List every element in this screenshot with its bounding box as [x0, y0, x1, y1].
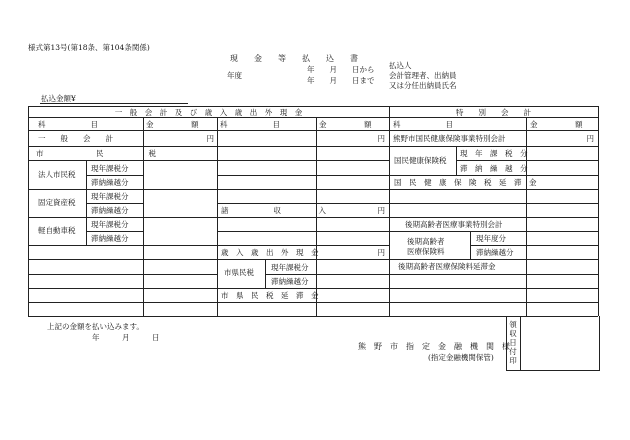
document-title: 現 金 等 払 込 書 [230, 54, 358, 63]
bank-name: 熊 野 市 指 定 金 融 機 関 様 [358, 342, 510, 351]
col-subject-right: 科 目 [393, 120, 453, 129]
kokuho-jigyo-label: 熊野市国民健康保険事業特別会計 [393, 134, 506, 143]
footer-note: 上記の金額を払い込みます。 [47, 322, 144, 331]
col-subject-middle: 科 目 [220, 120, 280, 129]
yen-unit-left: 円 [206, 134, 214, 143]
payer-role-label: 会計管理者、出納員 [389, 71, 457, 80]
amount-underline [40, 103, 188, 104]
shoshunyu-label: 諸 収 入 [221, 206, 326, 215]
kokuho-genen-label: 現 年 課 税 分 [460, 149, 528, 158]
col-subject-left: 科 目 [38, 120, 98, 129]
shikenmin-genen-label: 現年課税分 [271, 263, 309, 272]
shikenminzei-label: 市県民税 [224, 268, 254, 277]
koki-hokenryo-label-2: 医療保険料 [407, 247, 445, 256]
shiminzei-label: 市 民 税 [36, 149, 156, 158]
hojin-taino-label: 滞納繰越分 [91, 178, 129, 187]
period-to: 年 月 日まで [307, 76, 375, 85]
yen-unit-right: 円 [586, 134, 594, 143]
keijidoshazei-label: 軽自動車税 [38, 226, 76, 235]
koki-taino-label: 滞納繰越分 [476, 248, 514, 257]
fiscal-year-label: 年度 [227, 71, 242, 80]
col-amount-right: 金 額 [530, 120, 583, 129]
sainyu-saishutsu-gai-label: 歳 入 歳 出 外 現 金 [221, 248, 319, 257]
kokuho-zei-label: 国民健康保険税 [394, 156, 447, 165]
form-number: 様式第13号(第18条、第104条関係) [28, 43, 150, 52]
payer-label: 払込人 [389, 61, 412, 70]
kotei-shisanzei-label: 固定資産税 [38, 198, 76, 207]
section-special-header: 特 別 会 計 [456, 108, 531, 117]
kotei-taino-label: 滞納繰越分 [91, 206, 129, 215]
koki-entaikin-label: 後期高齢者医療保険料延滞金 [398, 262, 496, 271]
kokuho-taino-label: 滞 納 繰 越 分 [460, 164, 528, 173]
yen-unit-shoshunyu: 円 [377, 206, 385, 215]
receipt-date-stamp-label: 領収日付印 [509, 320, 517, 365]
col-amount-middle: 金 額 [319, 120, 372, 129]
keiji-genen-label: 現年課税分 [91, 220, 129, 229]
hojin-shiminzei-label: 法人市民税 [38, 170, 76, 179]
koki-gennendo-label: 現年度分 [476, 234, 506, 243]
kokuho-entaikin-label: 国 民 健 康 保 険 税 延 滞 金 [394, 178, 537, 187]
hojin-genen-label: 現年課税分 [91, 164, 129, 173]
period-from: 年 月 日から [307, 65, 375, 74]
yen-unit-middle-top: 円 [377, 134, 385, 143]
kotei-genen-label: 現年課税分 [91, 192, 129, 201]
keiji-taino-label: 滞納繰越分 [91, 234, 129, 243]
bank-keep-note: (指定金融機関保管) [428, 353, 494, 362]
ippan-kaikei-label: 一 般 会 計 [38, 134, 113, 143]
shikenmin-taino-label: 滞納繰越分 [271, 277, 309, 286]
col-amount-left: 金 額 [146, 120, 199, 129]
shikenmin-entaikin-label: 市 県 民 税 延 滞 金 [221, 291, 319, 300]
amount-label: 払込金額¥ [41, 94, 76, 103]
payer-name-label: 又は分任出納員氏名 [389, 81, 457, 90]
koki-hokenryo-label-1: 後期高齢者 [407, 237, 445, 246]
yen-unit-sainyu: 円 [377, 248, 385, 257]
section-general-header: 一 般 会 計 及 び 歳 入 歳 出 外 現 金 [114, 108, 303, 117]
footer-date: 年 月 日 [92, 333, 160, 342]
koki-jigyo-label: 後期高齢者医療事業特別会計 [405, 220, 503, 229]
